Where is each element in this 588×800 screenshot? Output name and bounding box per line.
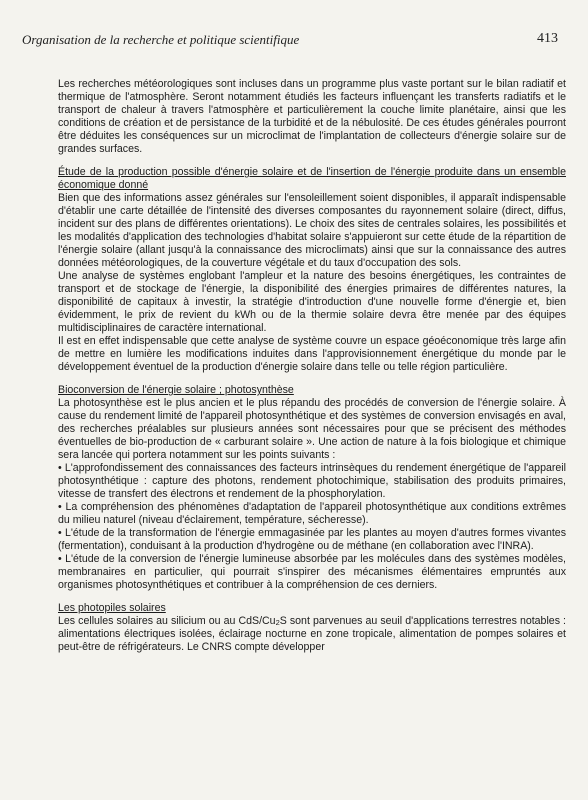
bullet-item-adaptation: • La compréhension des phénomènes d'adaptation de l'appareil photosynthétique aux conditions extrêmes du milieu naturel (niveau d'éclairement, température, sécheresse). xyxy=(58,501,566,526)
bullet-item-energetic-yield: • L'approfondissement des connaissances des facteurs intrinsèques du rendement énergétique de l'appareil photosynthétique : capture des photons, rendement photochimique, stabilisation des produits primaires, vitesse de transfert des électrons et rendement de la phosphorylation. xyxy=(58,462,566,500)
section-heading-photopiles: Les photopiles solaires xyxy=(58,602,166,614)
section-heading-solar-production: Étude de la production possible d'énergie solaire et de l'insertion de l'énergie produite dans un ensemble économique donné xyxy=(58,166,566,191)
bullet-item-fermentation: • L'étude de la transformation de l'énergie emmagasinée par les plantes au moyen d'autres formes vivantes (fermentation), conduisant à la production d'hydrogène ou de méthane (en collaboration avec l'INRA). xyxy=(58,527,566,552)
solar-cells-text-start: Les cellules solaires au silicium ou au CdS/Cu xyxy=(58,615,276,627)
paragraph-geoeconomic: Il est en effet indispensable que cette analyse de système couvre un espace géoéconomique très large afin de mettre en lumière les modifications induites dans l'approvisionnement énergétique du monde par le développement éventuel de la production d'énergie solaire dans telle ou telle région particulière. xyxy=(58,335,566,373)
header-title: Organisation de la recherche et politique scientifique xyxy=(22,32,300,47)
subscript-2: 2 xyxy=(275,618,280,627)
bullet-item-model-systems: • L'étude de la conversion de l'énergie lumineuse absorbée par les molécules dans des systèmes modèles, membranaires en particulier, qui pourrait s'inspirer des mécanismes élémentaires empruntés aux organismes photosynthétiques et contribuer à la compréhension de ces derniers. xyxy=(58,553,566,591)
paragraph-photosynthesis: La photosynthèse est le plus ancien et le plus répandu des procédés de conversion de l'énergie solaire. À cause du rendement limité de l'appareil photosynthétique et des systèmes de conversion envisagés en aval, des recherches préalables sur plusieurs années sont nécessaires pour que se précisent des méthodes éventuelles de bio-production de « carburant solaire ». Une action de nature à la fois biologique et chimique sera lancée qui portera notamment sur les points suivants : xyxy=(58,397,566,461)
page-number: 413 xyxy=(537,31,558,46)
body-text xyxy=(58,78,566,654)
paragraph-meteorology: Les recherches météorologiques sont incluses dans un programme plus vaste portant sur le bilan radiatif et thermique de l'atmosphère. Seront notamment étudiés les facteurs influençant les transferts radiatifs et le transport de chaleur à travers l'atmosphère et particulièrement la couche limite planétaire, ainsi que les conditions de création et de persistance de la turbidité et de la nébulosité. De ces études générales pourront être déduites les conséquences sur un microclimat de l'implantation de collecteurs d'énergie solaire sur de grandes surfaces. xyxy=(58,78,566,155)
running-header xyxy=(22,32,558,52)
paragraph-solar-cells xyxy=(58,615,566,654)
section-heading-bioconversion: Bioconversion de l'énergie solaire ; photosynthèse xyxy=(58,384,294,396)
paragraph-sunshine-map: Bien que des informations assez générales sur l'ensoleillement soient disponibles, il apparaît indispensable d'établir une carte détaillée de l'intensité des diverses composantes du rayonnement solaire (direct, diffus, incident sur des plans de différentes orientations). Le choix des sites de centrales solaires, les possibilités et les modalités d'application des technologies d'habitat solaire s'appuieront sur cette étude de la répartition de l'énergie solaire (allant jusqu'à la connaissance des microclimats) ainsi que sur la connaissance des autres données météorologiques, de la couverture végétale et du taux d'occupation des sols. xyxy=(58,192,566,269)
paragraph-systems-analysis: Une analyse de systèmes englobant l'ampleur et la nature des besoins énergétiques, les contraintes de transport et de stockage de l'énergie, la disponibilité des énergies primaires de différentes natures, la disponibilité de capitaux à investir, la stratégie d'introduction d'une nouvelle forme d'énergie et, bien évidemment, le prix de revient du kWh ou de la thermie solaire devra être menée par des équipes multidisciplinaires de caractère international. xyxy=(58,270,566,334)
solar-cells-text-end: S sont parvenues au seuil d'applications terrestres notables : alimentations électriques isolées, éclairage nocturne en zone tropicale, alimentation de pompes solaires et peut-être de réfrigérateurs. Le CNRS compte développer xyxy=(58,615,567,653)
